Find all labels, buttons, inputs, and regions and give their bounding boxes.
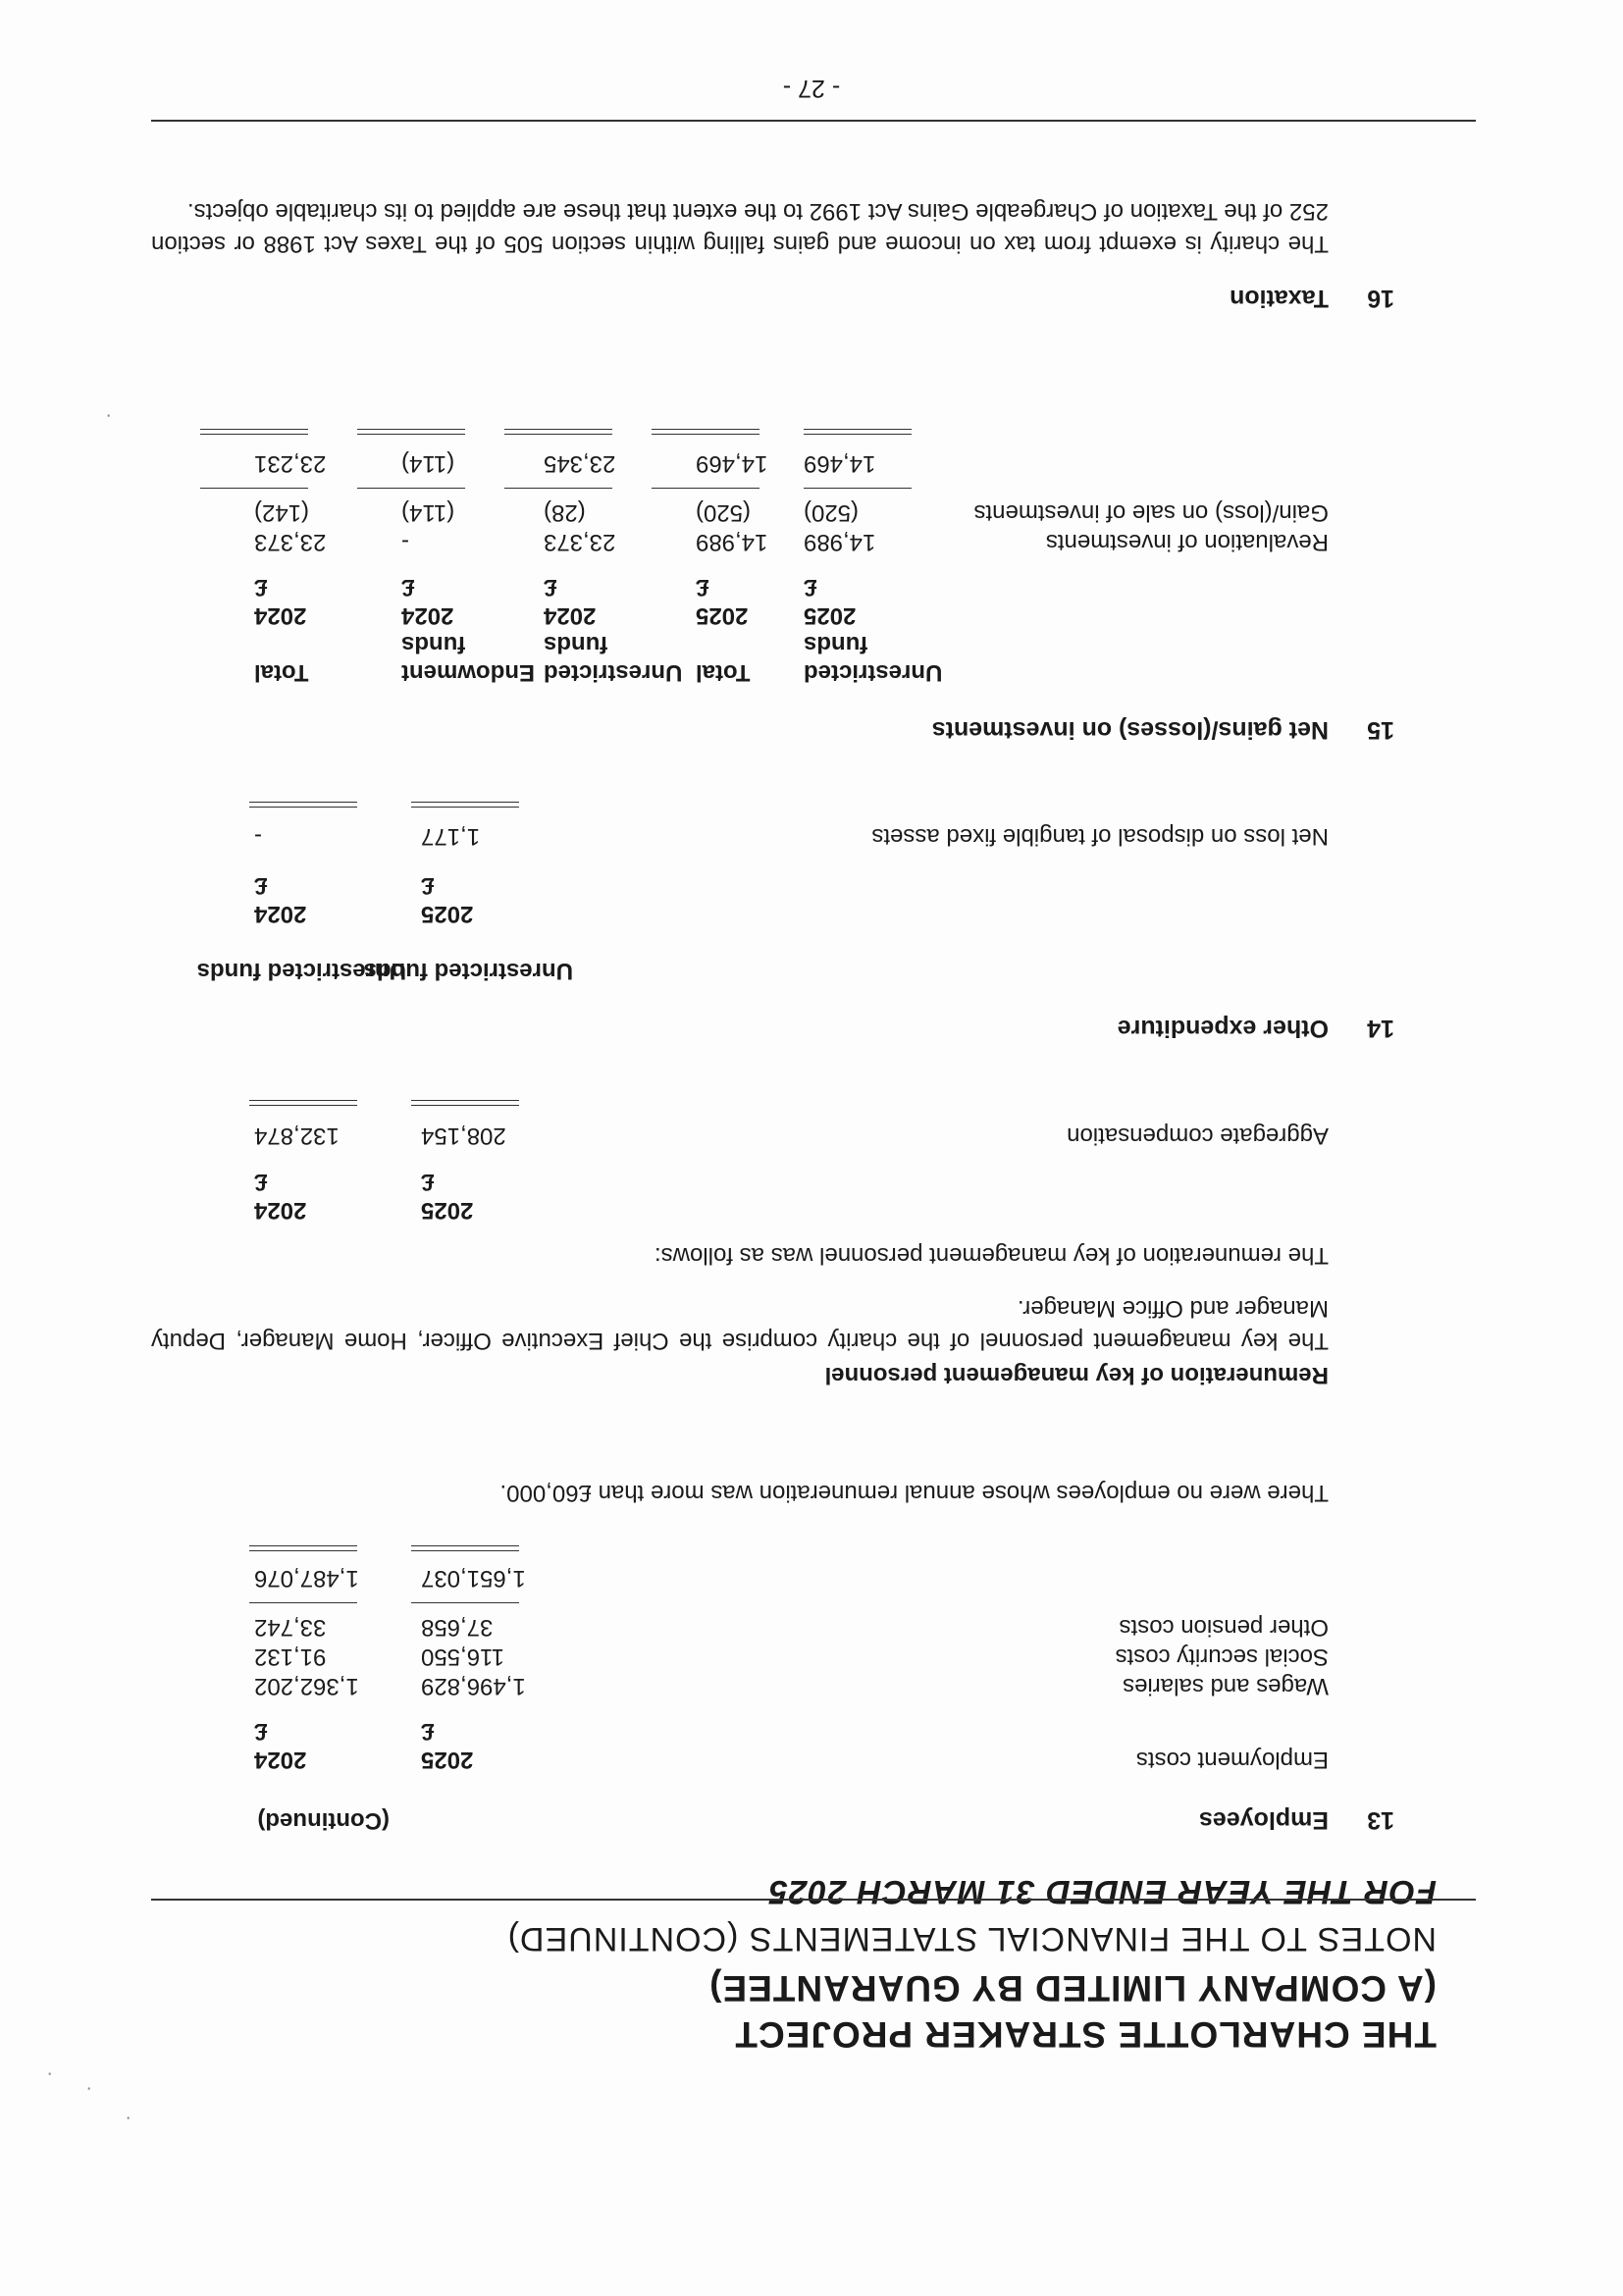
section-16-title: Taxation <box>1230 285 1329 312</box>
s15-total-col2: 14,469 <box>696 450 768 477</box>
wages-2025: 1,496,829 <box>421 1673 526 1699</box>
unit-2024: £ <box>254 1718 268 1745</box>
pension-2025: 37,658 <box>421 1614 494 1641</box>
header-rule <box>151 1899 1476 1901</box>
s15-col3-unit: £ <box>544 574 557 600</box>
s15-col3-year: 2024 <box>544 602 597 629</box>
s15-total-col3: 23,345 <box>544 450 616 477</box>
s15-double-rule-col5 <box>200 429 308 435</box>
gain-loss-col2: (520) <box>696 499 752 526</box>
pension-2024: 33,742 <box>254 1614 327 1641</box>
gain-loss-col1: (520) <box>804 499 860 526</box>
organisation-name: THE CHARLOTTE STRAKER PROJECT <box>734 2014 1437 2055</box>
s15-subtotal-rule-col2 <box>652 488 759 489</box>
section-13-title: Employees <box>1198 1806 1329 1834</box>
s15-col5-unit: £ <box>254 574 268 600</box>
gain-loss-col4: (114) <box>401 499 455 526</box>
s15-col2-year: 2025 <box>696 602 749 629</box>
s14-unit-2024: £ <box>254 872 268 899</box>
s15-subtotal-rule-col5 <box>200 488 308 489</box>
gain-loss-label: Gain/(loss) on sale of investments <box>973 499 1329 526</box>
section-15-title: Net gains/(losses) on investments <box>931 716 1329 744</box>
kmp-double-rule-2025 <box>411 1100 519 1106</box>
s15-col1-unit: £ <box>804 574 817 600</box>
subtotal-rule-2025 <box>411 1602 519 1603</box>
s15-total-col1: 14,469 <box>804 450 876 477</box>
scan-speck-1: · <box>125 2108 131 2129</box>
s14-year-2024: 2024 <box>254 901 307 927</box>
kmp-unit-2025: £ <box>421 1169 435 1195</box>
s15-col4-head2: funds <box>401 631 466 657</box>
kmp-unit-2024: £ <box>254 1169 268 1195</box>
revaluation-col1: 14,989 <box>804 529 876 555</box>
company-type: (A COMPANY LIMITED BY GUARANTEE) <box>708 1968 1437 2009</box>
s15-double-rule-col3 <box>504 429 612 435</box>
employment-total-2024: 1,487,076 <box>254 1565 359 1592</box>
s14-double-rule-2024 <box>249 802 357 808</box>
s15-col2-head: Total <box>696 659 751 686</box>
total-double-rule-2024 <box>249 1545 357 1551</box>
net-loss-disposal-2024: - <box>254 823 262 850</box>
year-2025-header: 2025 <box>421 1747 474 1773</box>
revaluation-col4: - <box>401 529 409 555</box>
unit-2025: £ <box>421 1718 435 1745</box>
s14-head-2025: Unrestricted funds <box>363 958 573 984</box>
s14-unit-2025: £ <box>421 872 435 899</box>
section-14-title: Other expenditure <box>1117 1015 1329 1042</box>
aggregate-compensation-2025: 208,154 <box>421 1122 506 1149</box>
kmp-heading: Remuneration of key management personnel <box>824 1362 1329 1388</box>
s15-col3-head2: funds <box>544 631 608 657</box>
section-16-number: 16 <box>1367 285 1394 312</box>
social-security-2024: 91,132 <box>254 1644 327 1670</box>
s15-col1-year: 2025 <box>804 602 857 629</box>
row-label-social-security: Social security costs <box>1115 1644 1329 1670</box>
s15-subtotal-rule-col3 <box>504 488 612 489</box>
section-13-number: 13 <box>1367 1806 1394 1834</box>
section-13-continued: (Continued) <box>257 1807 390 1834</box>
notes-title: NOTES TO THE FINANCIAL STATEMENTS (CONTINUED) <box>506 1920 1437 1957</box>
s15-double-rule-col4 <box>357 429 465 435</box>
section-14-number: 14 <box>1367 1015 1394 1042</box>
taxation-text: The charity is exempt from tax on income and gains falling within section 505 of the Taxes Act 1988 or section 252 of the Taxation of Chargeable Gains Act 1992 to the extent that these are applied to its charitable objects. <box>151 198 1329 257</box>
s15-col4-year: 2024 <box>401 602 454 629</box>
s15-col1-head: Unrestricted <box>804 659 943 686</box>
s15-col4-unit: £ <box>401 574 415 600</box>
total-double-rule-2025 <box>411 1545 519 1551</box>
s15-col4-head: Endowment <box>401 659 535 686</box>
social-security-2025: 116,550 <box>421 1644 504 1670</box>
employment-total-2025: 1,651,037 <box>421 1565 526 1592</box>
s15-col5-year: 2024 <box>254 602 307 629</box>
s15-double-rule-col2 <box>652 429 759 435</box>
s14-double-rule-2025 <box>411 802 519 808</box>
row-label-pension: Other pension costs <box>1119 1614 1329 1641</box>
net-loss-disposal-label: Net loss on disposal of tangible fixed assets <box>871 823 1329 850</box>
no-high-earners-text: There were no employees whose annual remuneration was more than £60,000. <box>499 1480 1329 1506</box>
scan-speck-4: · <box>105 405 112 427</box>
kmp-year-2025: 2025 <box>421 1197 474 1224</box>
scan-speck-2: · <box>85 2078 92 2100</box>
row-label-wages: Wages and salaries <box>1123 1673 1329 1699</box>
s15-total-col5: 23,231 <box>254 450 327 477</box>
gain-loss-col3: (28) <box>544 499 586 526</box>
revaluation-col5: 23,373 <box>254 529 327 555</box>
s15-double-rule-col1 <box>804 429 912 435</box>
employment-costs-title: Employment costs <box>1135 1747 1329 1773</box>
scan-speck-3: · <box>46 2063 53 2085</box>
section-15-number: 15 <box>1367 716 1394 744</box>
revaluation-col2: 14,989 <box>696 529 768 555</box>
footer-rule <box>151 120 1476 122</box>
s15-subtotal-rule-col4 <box>357 488 465 489</box>
aggregate-compensation-label: Aggregate compensation <box>1067 1122 1329 1149</box>
s15-col3-head: Unrestricted <box>544 659 683 686</box>
page-number: - 27 - <box>782 75 841 102</box>
kmp-intro: The remuneration of key management personnel was as follows: <box>654 1242 1329 1269</box>
kmp-year-2024: 2024 <box>254 1197 307 1224</box>
s15-col5-head: Total <box>254 659 309 686</box>
year-2024-header: 2024 <box>254 1747 307 1773</box>
gain-loss-col5: (142) <box>254 499 310 526</box>
s15-subtotal-rule-col1 <box>804 488 912 489</box>
aggregate-compensation-2024: 132,874 <box>254 1122 340 1149</box>
revaluation-col3: 23,373 <box>544 529 616 555</box>
s15-col2-unit: £ <box>696 574 709 600</box>
net-loss-disposal-2025: 1,177 <box>421 823 481 850</box>
subtotal-rule-2024 <box>249 1602 357 1603</box>
kmp-description: The key management personnel of the charity comprise the Chief Executive Officer, Home Manager, Deputy Manager and Office Manager. <box>151 1295 1329 1354</box>
s15-col1-head2: funds <box>804 631 868 657</box>
wages-2024: 1,362,202 <box>254 1673 359 1699</box>
s15-total-col4: (114) <box>401 450 455 477</box>
s14-year-2025: 2025 <box>421 901 474 927</box>
period-title: FOR THE YEAR ENDED 31 MARCH 2025 <box>767 1873 1437 1910</box>
revaluation-label: Revaluation of investments <box>1045 529 1329 555</box>
kmp-double-rule-2024 <box>249 1100 357 1106</box>
s14-head-2024: Unrestricted funds <box>196 958 406 984</box>
